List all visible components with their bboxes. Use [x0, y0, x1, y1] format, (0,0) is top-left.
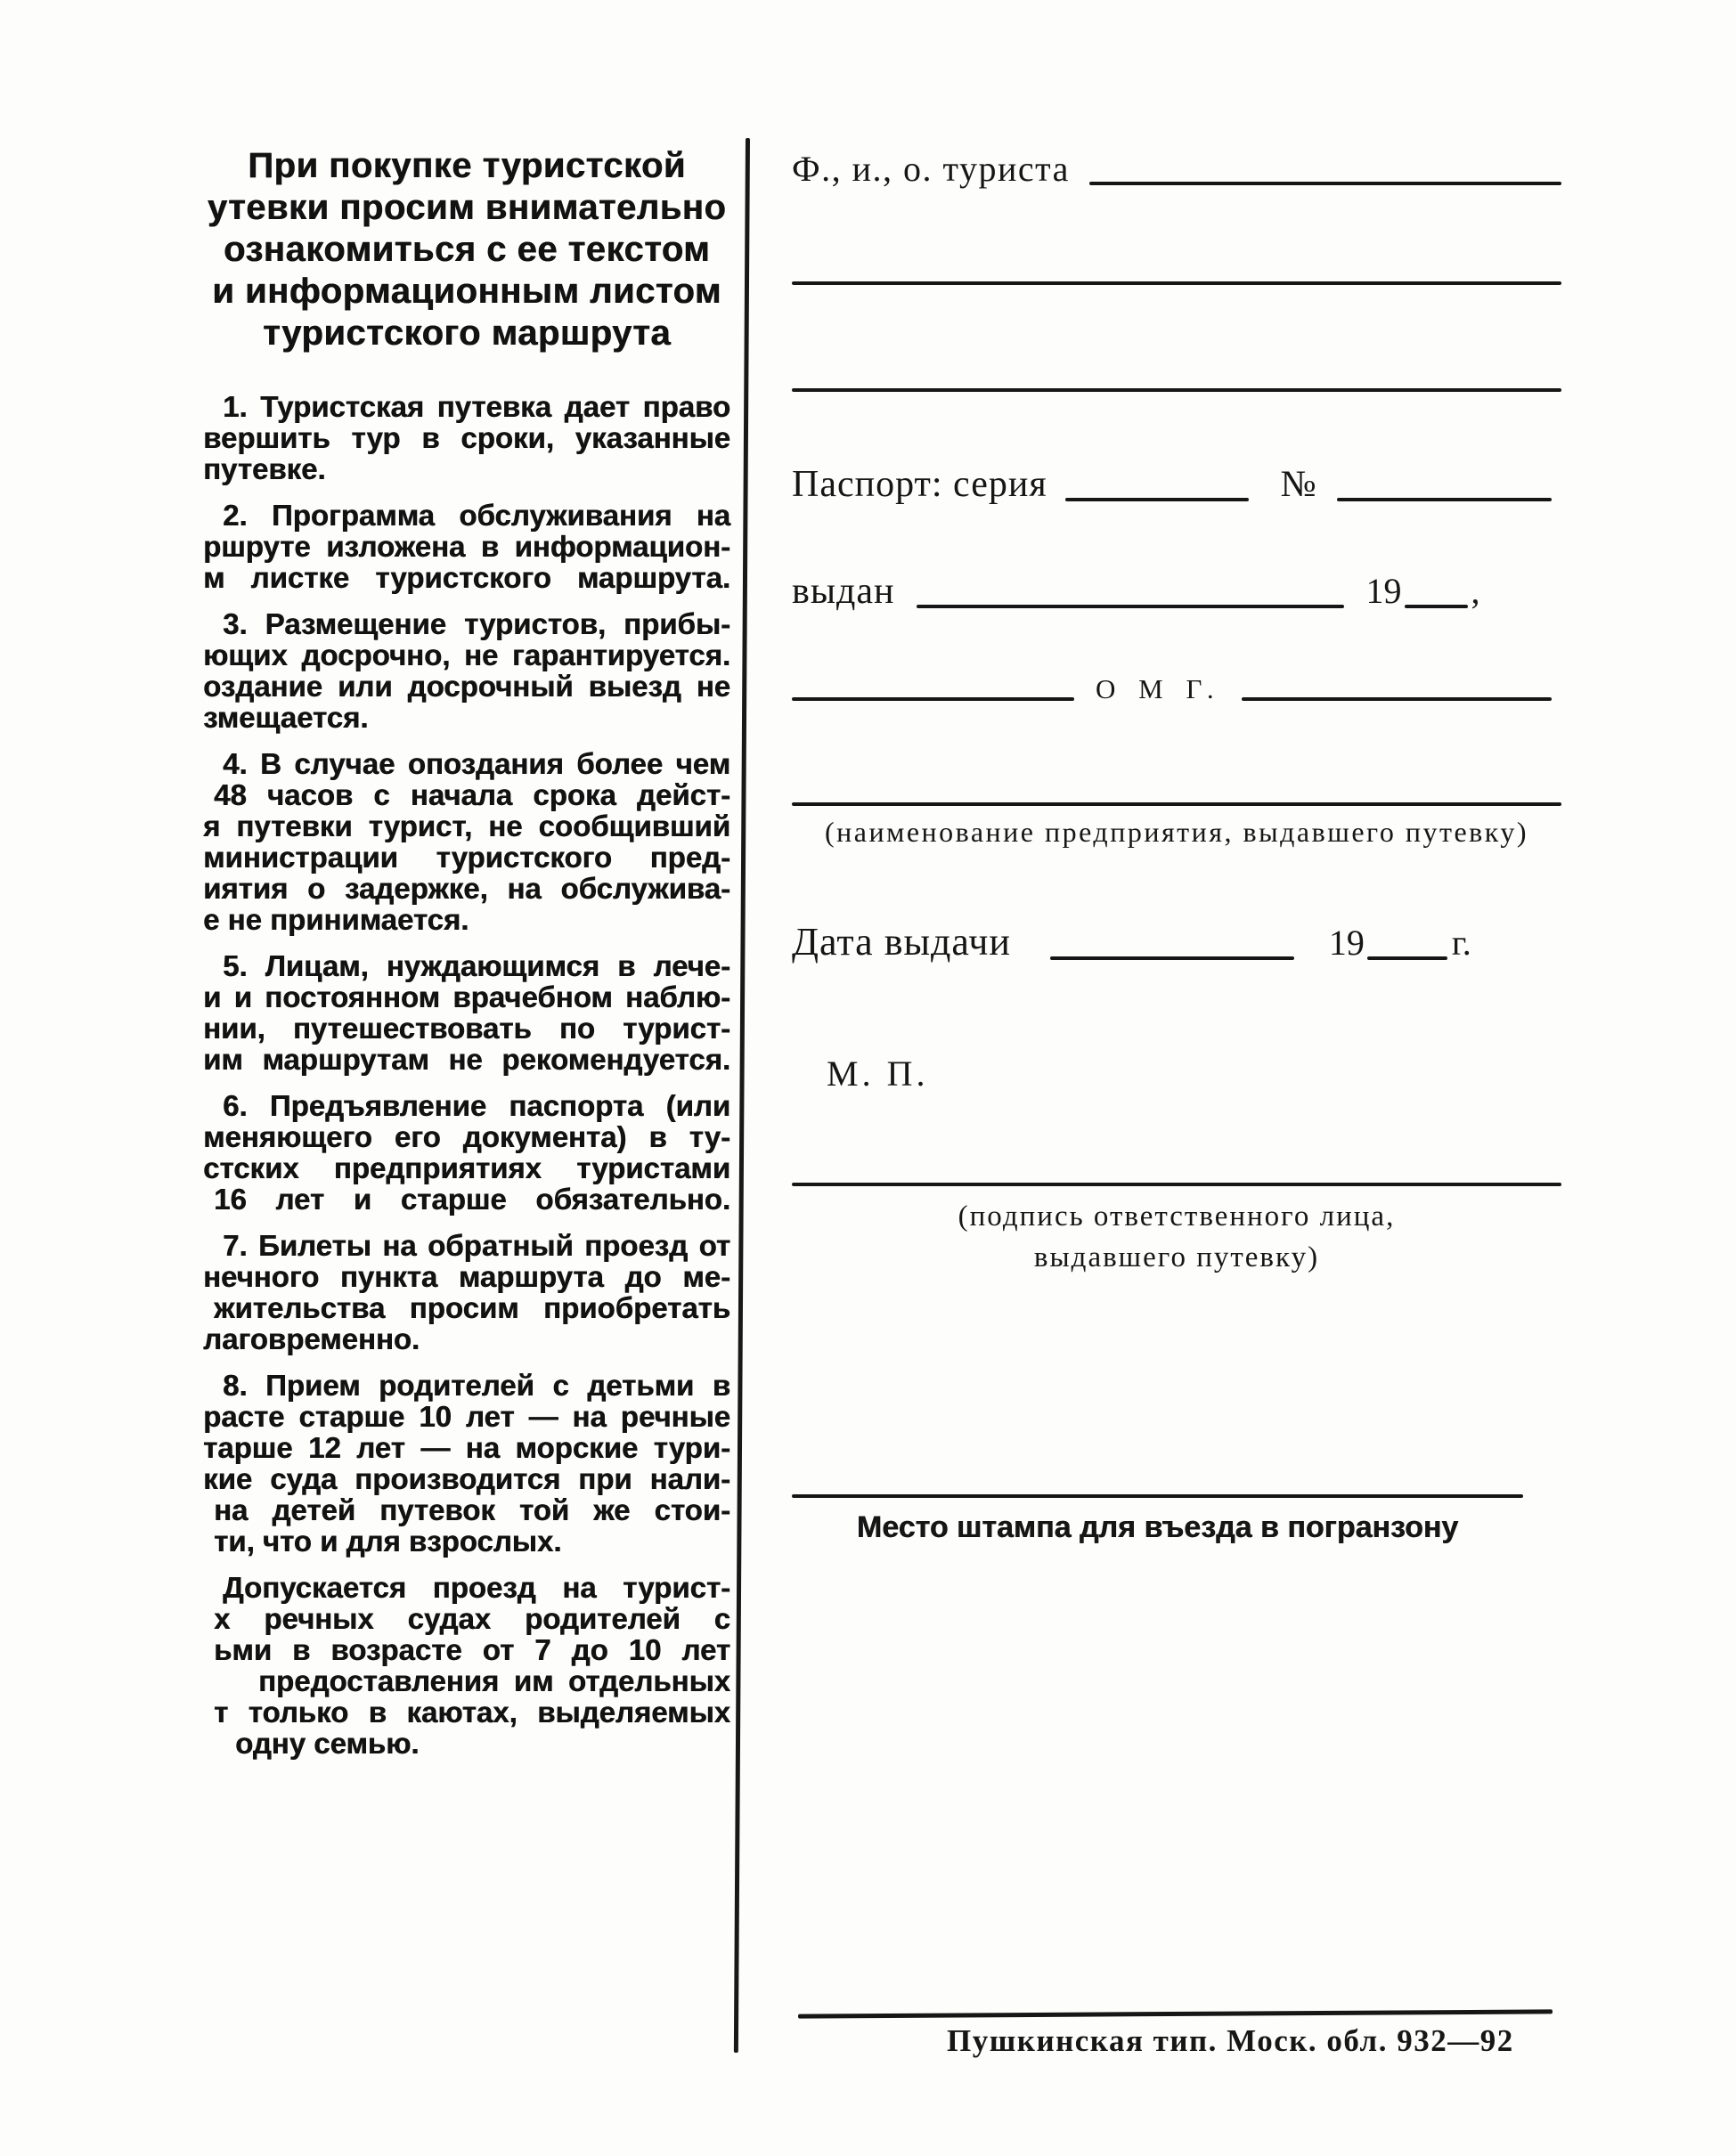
- instructions-title: [203, 145, 730, 354]
- text-line: е не принимается.: [203, 903, 469, 936]
- issued-label: выдан: [792, 571, 895, 612]
- passport-row: [792, 463, 1561, 506]
- text-line: стских предприятиях туристами: [203, 1151, 730, 1184]
- passport-series-label: Паспорт: серия: [792, 464, 1047, 505]
- issue-date-year-prefix: 19: [1328, 923, 1365, 963]
- issue-date-row: [792, 919, 1561, 964]
- signature-caption-line1: (подпись ответственного лица,: [958, 1200, 1396, 1233]
- title-line: ознакомиться с ее текстом: [223, 230, 711, 269]
- omg-left-underline: [792, 697, 1074, 701]
- printer-imprint: Пушкинская тип. Моск. обл. 932—92: [947, 2023, 1514, 2058]
- text-line: 8. Прием родителей с детьми в: [223, 1369, 730, 1402]
- issue-date-label: Дата выдачи: [792, 920, 1011, 964]
- text-line: 2. Программа обслуживания на: [223, 499, 730, 532]
- blank-line-2: [792, 388, 1561, 392]
- issued-year-prefix: 19: [1365, 571, 1402, 611]
- issue-date-year-underline: [1367, 956, 1447, 960]
- signature-caption-line2: выдавшего путевку): [1033, 1241, 1320, 1273]
- instruction-paragraph-9: [203, 1572, 730, 1759]
- issuing-org-underline: [792, 802, 1561, 806]
- text-line: нечного пункта маршрута до ме-: [203, 1260, 730, 1293]
- text-line: ршруте изложена в информацион-: [203, 530, 730, 563]
- text-line: путевке.: [203, 452, 326, 485]
- omg-right-underline: [1242, 697, 1552, 701]
- signature-underline: [792, 1183, 1561, 1186]
- border-zone-caption: Место штампа для въезда в погранзону: [856, 1510, 1459, 1544]
- instruction-paragraph-2: [203, 500, 730, 593]
- tourist-name-row: [792, 148, 1561, 190]
- title-line: туристского маршрута: [262, 313, 672, 353]
- text-line: ьми в возрасте от 7 до 10 лет: [214, 1633, 730, 1666]
- instructions-column: [203, 145, 730, 1759]
- text-line: меняющего его документа) в ту-: [203, 1120, 730, 1153]
- column-divider-rule: [734, 138, 750, 2053]
- tourist-name-underline: [1089, 182, 1561, 185]
- instruction-paragraph-3: [203, 608, 730, 733]
- text-line: лаговременно.: [203, 1322, 420, 1355]
- omg-row: [792, 673, 1561, 705]
- title-line: утевки просим внимательно: [207, 188, 727, 227]
- issued-year-underline: [1405, 605, 1468, 608]
- passport-series-underline: [1065, 498, 1249, 501]
- text-line: м листке туристского маршрута.: [203, 561, 730, 594]
- instruction-paragraph-6: [203, 1090, 730, 1215]
- text-line: на детей путевок той же стои-: [214, 1493, 730, 1526]
- text-line: т только в каютах, выделяемых: [214, 1696, 730, 1729]
- instruction-paragraph-1: [203, 391, 730, 484]
- text-line: 48 часов с начала срока дейст-: [214, 778, 730, 811]
- text-line: расте старше 10 лет — на речные: [203, 1400, 730, 1433]
- seal-place-abbr: М. П.: [827, 1054, 929, 1094]
- text-line: иятия о задержке, на обслужива-: [203, 872, 730, 905]
- text-line: ти, что и для взрослых.: [214, 1525, 562, 1558]
- instruction-paragraph-8: [203, 1370, 730, 1557]
- passport-number-underline: [1337, 498, 1552, 501]
- text-line: 1. Туристская путевка дает право: [223, 390, 730, 423]
- text-line: 3. Размещение туристов, прибы-: [223, 607, 730, 640]
- text-line: им маршрутам не рекомендуется.: [203, 1043, 730, 1076]
- text-line: и и постоянном врачебном наблю-: [203, 980, 730, 1013]
- form-column: [792, 0, 1561, 2156]
- instruction-paragraph-5: [203, 950, 730, 1075]
- text-line: х речных судах родителей с: [214, 1602, 730, 1635]
- passport-number-sign: №: [1280, 464, 1317, 505]
- issue-date-underline: [1050, 956, 1294, 960]
- issue-date-year-suffix: г.: [1451, 923, 1471, 963]
- text-line: 16 лет и старше обязательно.: [214, 1183, 730, 1216]
- border-zone-underline: [792, 1494, 1523, 1498]
- passport-issued-row: [792, 570, 1561, 613]
- instruction-paragraph-4: [203, 748, 730, 935]
- text-line: 6. Предъявление паспорта (или: [223, 1089, 730, 1122]
- issued-by-underline: [917, 605, 1344, 608]
- title-line: и информационным листом: [212, 272, 721, 311]
- text-line: Допускается проезд на турист-: [223, 1571, 730, 1604]
- text-line: министрации туристского пред-: [203, 841, 730, 874]
- blank-line-1: [792, 281, 1561, 285]
- text-line: тарше 12 лет — на морские тури-: [203, 1431, 730, 1464]
- text-line: предоставления им отдельных: [258, 1664, 730, 1697]
- text-line: 4. В случае опоздания более чем: [223, 747, 730, 780]
- issuing-org-caption: (наименование предприятия, выдавшего путевку): [824, 816, 1529, 848]
- text-line: вершить тур в сроки, указанные: [203, 421, 730, 454]
- text-line: 7. Билеты на обратный проезд от: [223, 1229, 730, 1262]
- text-line: кие суда производится при нали-: [203, 1462, 730, 1495]
- text-line: оздание или досрочный выезд не: [203, 670, 730, 703]
- text-line: одну семью.: [235, 1727, 420, 1760]
- text-line: 5. Лицам, нуждающимся в лече-: [223, 949, 730, 982]
- instruction-paragraph-7: [203, 1230, 730, 1355]
- text-line: змещается.: [203, 701, 369, 734]
- text-line: ющих досрочно, не гарантируется.: [203, 639, 730, 671]
- issued-year-suffix: ,: [1471, 571, 1480, 611]
- tourist-name-label: Ф., и., о. туриста: [792, 149, 1070, 189]
- omg-label: О М Г.: [1096, 673, 1222, 704]
- text-line: нии, путешествовать по турист-: [203, 1012, 730, 1045]
- text-line: я путевки турист, не сообщивший: [203, 810, 730, 842]
- title-line: При покупке туристской: [248, 146, 686, 185]
- text-line: жительства просим приобретать: [214, 1291, 730, 1324]
